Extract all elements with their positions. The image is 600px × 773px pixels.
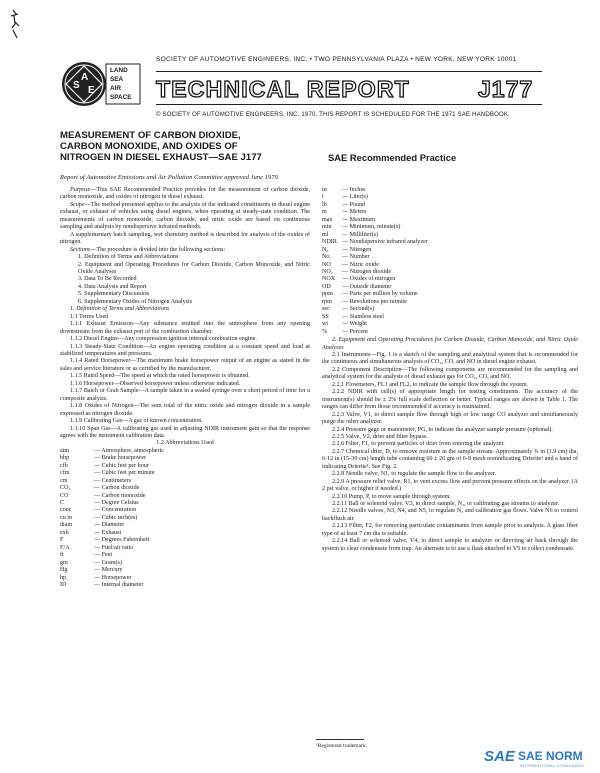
logo-line: SPACE xyxy=(110,94,132,101)
document-title xyxy=(60,130,330,163)
abbreviation-row xyxy=(60,537,310,544)
sae-norm-logo: SAE xyxy=(484,748,515,765)
abbreviation-meaning: — Horsepower xyxy=(94,574,132,581)
equipment-paragraph: 2.2.2 NDIR with cell(s) of appropriate length for testing constituents. The accuracy of the instrument(s) should be ± 2% full scale deflection or better. Typical ranges are shown in Table 1. The ranges can differ from those recommended if accuracy is maintained. xyxy=(322,389,578,411)
abbreviation-row xyxy=(60,485,310,492)
abbreviation-meaning: — Weight xyxy=(342,321,367,328)
abbreviation: ppm xyxy=(322,291,333,298)
abbreviation: cfh xyxy=(60,462,68,469)
abbreviation: gm xyxy=(60,559,68,566)
svg-text:A: A xyxy=(81,72,89,83)
abbreviation-row xyxy=(322,306,578,313)
abbreviation: cu in xyxy=(60,514,73,521)
equipment-paragraph: 2.2.11 Ball or solenoid valve, V3, to direct sample, N₂, or calibrating gas streams to analyzer. xyxy=(332,501,560,508)
abbreviation-meaning: — Degree Celsius xyxy=(94,500,139,507)
abbreviation-row xyxy=(60,448,310,455)
subsection-heading: 1.1 Terms Used xyxy=(70,313,109,320)
abbreviation: NO₂ xyxy=(322,268,333,275)
abbreviation-meaning: — Feet xyxy=(94,552,113,559)
term-definition: 1.1.4 Rated Horsepower—The maximum brake horsepower output of an engine as stated in the sales and service literature or as certified by the manufacturer. xyxy=(60,358,310,372)
section-list-item: 6. Supplementary Oxides of Nitrogen Analysis xyxy=(78,298,193,305)
abbreviation-row xyxy=(60,515,310,522)
sae-norm-subtitle: INTERNATIONAL STANDARDS xyxy=(520,763,584,768)
abbreviation-row xyxy=(322,329,578,336)
header-rule-top xyxy=(156,71,542,72)
society-address-line: SOCIETY OF AUTOMOTIVE ENGINEERS, INC. • TWO PENNSYLVANIA PLAZA • NEW YORK, NEW YORK 10001 xyxy=(156,56,517,63)
abbreviation-meaning: — Carbon monoxide xyxy=(94,492,146,499)
abbreviation-meaning: — Exhaust xyxy=(94,529,122,536)
term-definition: 1.1.9 Calibrating Gas—A gas of known concentration. xyxy=(70,418,203,425)
header-rule-bottom xyxy=(156,104,542,105)
abbreviation-row xyxy=(322,262,578,269)
equipment-paragraph: 2.2.6 Filter, F1, to prevent particles of drier from entering the analyzer. xyxy=(332,441,505,448)
abbreviation-meaning: — Pound xyxy=(342,201,366,208)
abbreviation-row xyxy=(60,478,310,485)
abbreviation-row xyxy=(60,455,310,462)
equipment-paragraph: 2.2.8 Needle valve, N1, to regulate the sample flow to the analyzer. xyxy=(332,471,497,478)
equipment-paragraph: 2.2.5 Valve, V2, drier and filter bypass. xyxy=(332,433,428,440)
abbreviation-row xyxy=(60,493,310,500)
abbreviation-meaning: — Nitrogen xyxy=(342,246,372,253)
term-definition: 1.1.6 Horsepower—Observed horsepower unless otherwise indicated. xyxy=(70,380,241,387)
equipment-paragraph: 2.1 Instruments—Fig. 1 is a sketch of the sampling and analytical system that is recommended for the continuous and simultaneous analysis of CO₂, CO, and NO in diesel engine exhaust. xyxy=(322,351,578,366)
abbreviation: OD xyxy=(322,283,331,290)
abbreviation-meaning: — Nondispersive infrared analyzer xyxy=(342,239,428,246)
abbreviation: wt xyxy=(322,321,329,328)
scope-paragraph: Scope—The method presented applies to the analysis of the indicated constituents in diesel engine exhaust, or exhaust of vehicles using diesel engines, when operating at steady-state condition. The measurements of carbon monoxide, carbon dioxide, and nitric oxide are based on continuous sampling and analysis by nondispersive infrared methods. xyxy=(60,201,310,231)
title-line: MEASUREMENT OF CARBON DIOXIDE, xyxy=(60,130,241,141)
term-definition: 1.1.3 Steady-State Condition—An engine operating condition at a constant speed and load at stabilized temperatures and pressures. xyxy=(60,343,310,357)
abbreviation-meaning: — Fuel/air ratio xyxy=(94,544,134,551)
abbreviation-meaning: — Meters xyxy=(342,209,367,216)
abbreviation-meaning: — Nitric oxide xyxy=(342,261,379,268)
title-line: NITROGEN IN DIESEL EXHAUST—SAE J177 xyxy=(60,152,262,163)
abbreviation-meaning: — Stainless steel xyxy=(342,313,384,320)
handwritten-mark xyxy=(8,8,22,42)
section-list-item: 5. Supplementary Discussion xyxy=(78,291,150,298)
abbreviation-meaning: — Internal diameter xyxy=(94,582,144,589)
term-definition: 1.1.10 Span Gas—A calibrating gas used in adjusting NDIR instrument gain so that the response agrees with the instrument calibration data. xyxy=(60,425,310,439)
abbreviation: F/A xyxy=(60,544,70,551)
abbreviation-row xyxy=(60,545,310,552)
abbreviation-row xyxy=(322,247,578,254)
abbreviation-row xyxy=(60,500,310,507)
abbreviation: ml xyxy=(322,231,329,238)
abbreviation: % xyxy=(322,328,328,335)
section-heading: 2. Equipment and Operating Procedures for Carbon Dioxide, Carbon Monoxide, and Nitric Oxide Analyses xyxy=(322,337,578,351)
footnote-rule xyxy=(316,739,364,740)
abbreviation-meaning: — Diameter xyxy=(94,522,125,529)
abbreviation-row xyxy=(322,314,578,321)
abbreviation: max xyxy=(322,216,333,223)
abbreviation-meaning: — Concentration xyxy=(94,507,137,514)
abbreviation: lb xyxy=(322,201,327,208)
abbreviation: in xyxy=(322,187,327,193)
abbreviation-meaning: — Cubic feet per hour xyxy=(94,462,149,469)
abbreviation-row xyxy=(322,276,578,283)
abbreviation: ID xyxy=(60,582,67,589)
abbreviation-list-right xyxy=(322,187,578,336)
abbreviation: diam xyxy=(60,522,73,529)
term-definition: 1.1.1 Exhaust Emission—Any substance emitted into the atmosphere from any opening downstream from the exhaust port of the combustion chamber. xyxy=(60,321,310,335)
copyright-line: © SOCIETY OF AUTOMOTIVE ENGINEERS, INC. 1970. THIS REPORT IS SCHEDULED FOR THE 1971 SAE HANDBOOK. xyxy=(156,111,510,118)
equipment-paragraph: 2.2.3 Valve, V1, to direct sample flow through high or low range CO analyzer and simultaneously purge the other analyzer. xyxy=(322,411,578,426)
abbreviation: exh xyxy=(60,529,69,536)
abbreviation: Hg xyxy=(60,567,68,574)
equipment-paragraph: 2.2.4 Pressure gage or manometer, PG, to indicate the analyzer sample pressure (optional). xyxy=(332,426,553,433)
equipment-paragraph: 2.2.1 Flowmeters, FL1 and FL2, to indicate the sample flow through the system. xyxy=(332,381,529,388)
abbreviation: bhp xyxy=(60,455,70,462)
equipment-paragraph: 2.2 Component Description—The following components are recommended for the sampling and analytical system for the analysis of diesel exhaust gas for CO₂, CO, and NO. xyxy=(322,366,578,381)
abbreviation-row xyxy=(60,507,310,514)
abbreviation: min xyxy=(322,224,332,231)
abbreviation: cfm xyxy=(60,470,70,477)
abbreviation-row xyxy=(60,582,310,589)
term-definition: 1.1.5 Rated Speed—The speed at which the rated horsepower is obtained. xyxy=(70,373,250,380)
abbreviation-list-left xyxy=(60,448,310,590)
section-heading: 1. Definition of Terms and Abbreviations xyxy=(70,306,170,313)
abbreviation: N₂ xyxy=(322,246,329,253)
abbreviation-row xyxy=(322,202,578,209)
section-list-item: 4. Data Analysis and Report xyxy=(78,283,147,290)
abbreviation-meaning: — Percent xyxy=(342,328,368,335)
abbreviation-row xyxy=(60,575,310,582)
report-approval-line: Report of Automotive Emissions and Air Pollution Committee approved June 1970. xyxy=(60,174,280,181)
abbreviation-meaning: — Number xyxy=(342,254,370,261)
abbreviation-meaning: — Degrees Fahrenheit xyxy=(94,537,150,544)
abbreviation: CO xyxy=(60,492,69,499)
abbreviation: NOX xyxy=(322,276,336,283)
equipment-paragraph: 2.2.13 Filter, F2, for removing particulate contaminants from sample prior to analysis. A glass fiber type of at least 7 cm dia is suitable. xyxy=(322,523,578,537)
subsection-heading: 1.2 Abbreviations Used xyxy=(156,440,214,447)
abbreviation-row xyxy=(60,530,310,537)
abbreviation-row xyxy=(60,522,310,529)
left-column xyxy=(60,187,310,589)
abbreviation-row xyxy=(322,254,578,261)
abbreviation: rpm xyxy=(322,298,332,305)
term-definition: 1.1.8 Oxides of Nitrogen—The sum total of the nitric oxide and nitrogen dioxide in a sample expressed as nitrogen dioxide. xyxy=(60,403,310,417)
equipment-paragraph: 2.2.10 Pump, P, to move sample through system. xyxy=(332,493,451,500)
abbreviation: NDIR xyxy=(322,239,337,246)
abbreviation-meaning: — Second(s) xyxy=(342,306,374,313)
abbreviation-meaning: — Outside diameter xyxy=(342,283,392,290)
logo-line: LAND xyxy=(110,67,128,74)
abbreviation-meaning: — Oxides of nitrogen xyxy=(342,276,396,283)
purpose-paragraph: Purpose—This SAE Recommended Practice provides for the measurement of carbon dioxide, carbon monoxide, and oxides of nitrogen in diesel exhaust. xyxy=(60,187,310,201)
abbreviation-meaning: — Gram(s) xyxy=(94,559,122,566)
term-definition: 1.1.7 Batch or Grab Sample—A sample taken in a sealed syringe over a short period of time for a composite analysis. xyxy=(60,388,310,402)
abbreviation: sec xyxy=(322,306,330,313)
abbreviation-row xyxy=(322,284,578,291)
logo-line: SEA xyxy=(110,76,124,83)
abbreviation: F xyxy=(60,537,64,544)
abbreviation: l xyxy=(322,194,324,201)
abbreviation: ft xyxy=(60,552,64,559)
abbreviation-meaning: — Mercury xyxy=(94,567,123,574)
equipment-paragraph: 2.2.14 Ball or solenoid valve, V4, to direct sample to analyzer or directing air back through the system to clear condensate from trap. An alternate is to use a flask attached to V5 to collect condensate. xyxy=(322,538,578,552)
abbreviation-row xyxy=(60,560,310,567)
sae-logo xyxy=(60,58,144,110)
abbreviation-row xyxy=(322,239,578,246)
right-column xyxy=(322,187,578,553)
supplement-paragraph: A supplementary batch sampling, wet chemistry method is described for analysis of the oxides of nitrogen. xyxy=(60,231,310,246)
abbreviation: conc xyxy=(60,507,72,514)
svg-text:E: E xyxy=(88,85,95,96)
abbreviation: NO xyxy=(322,261,331,268)
abbreviation-meaning: — Centimeters xyxy=(94,477,132,484)
report-number: J177 xyxy=(478,76,534,102)
abbreviation: SS xyxy=(322,313,329,320)
abbreviation-row xyxy=(60,470,310,477)
abbreviation-meaning: — Liter(s) xyxy=(342,194,368,201)
abbreviation: m xyxy=(322,209,327,216)
abbreviation-meaning: — Nitrogen dioxide xyxy=(342,268,392,275)
sections-intro: Sections—The procedure is divided into the following sections: xyxy=(70,246,226,253)
abbreviation-meaning: — Maximum xyxy=(342,216,376,223)
abbreviation: No. xyxy=(322,254,331,261)
logo-line: AIR xyxy=(110,85,122,92)
abbreviation-meaning: — Parts per million by volume xyxy=(342,291,418,298)
abbreviation-meaning: — Cubic inch(es) xyxy=(94,514,138,521)
svg-text:S: S xyxy=(73,80,80,91)
abbreviation-row xyxy=(322,291,578,298)
equipment-paragraph: 2.2.12 Needle valves, N3, N4, and N5, to regulate N₂ and calibration gas flows. Valve N6 to control backflush air. xyxy=(322,508,578,522)
section-list-item: 1. Definition of Terms and Abbreviations xyxy=(78,254,179,261)
abbreviation-meaning: — Atmosphere, atmospheric xyxy=(94,447,164,454)
abbreviation: hp xyxy=(60,574,67,581)
equipment-paragraph: 2.2.7 Chemical drier, D, to remove moisture in the sample stream. Approximately ¾ in (1.9 cm) dia, 6-12 in (15-30 cm) length tube containing 60 ± 20 gm of 6-8 mesh nonindicating Drierite¹ and a band of indicating Drierite¹. See Fig. 2. xyxy=(322,448,578,470)
practice-label: SAE Recommended Practice xyxy=(328,152,457,163)
abbreviation-row xyxy=(60,552,310,559)
section-list-item: 3. Data To Be Recorded xyxy=(78,276,137,283)
sae-norm-name: SAE NORM xyxy=(518,749,583,763)
abbreviation-meaning: — Milliliter(s) xyxy=(342,231,379,238)
abbreviation-meaning: — Cubic feet per minute xyxy=(94,470,155,477)
abbreviation-row xyxy=(322,321,578,328)
footnote: ¹Registered trademark. xyxy=(316,743,368,749)
abbreviation: atm xyxy=(60,447,70,454)
abbreviation-row xyxy=(60,567,310,574)
abbreviation-row xyxy=(322,209,578,216)
report-type-title: TECHNICAL REPORT xyxy=(156,76,410,102)
abbreviation: C xyxy=(60,500,65,507)
abbreviation: cm xyxy=(60,477,68,484)
section-list-item: 2. Equipment and Operating Procedures for Carbon Dioxide, Carbon Monoxide, and Nitric Oxide Analyses xyxy=(78,261,310,275)
abbreviation-meaning: — Minimum, minute(s) xyxy=(342,224,401,231)
title-line: CARBON MONOXIDE, AND OXIDES OF xyxy=(60,141,238,152)
equipment-paragraph: 2.2.9 A pressure relief valve, R1, to vent excess flow and prevent pressure effects on the analyzer. (A 2 psi valve, or higher if needed.) xyxy=(322,478,578,493)
abbreviation-meaning: — Revolutions per minute xyxy=(342,298,407,305)
abbreviation-row xyxy=(322,224,578,231)
term-definition: 1.1.2 Diesel Engine—Any compression ignition internal combustion engine. xyxy=(70,336,257,343)
abbreviation-meaning: — Brake horsepower xyxy=(94,455,147,462)
abbreviation: CO₂ xyxy=(60,485,71,492)
abbreviation-row xyxy=(322,194,578,201)
abbreviation-meaning: — Carbon dioxide xyxy=(94,485,140,492)
equipment-paragraphs xyxy=(322,352,578,553)
abbreviation-meaning: — Inches xyxy=(342,187,366,193)
